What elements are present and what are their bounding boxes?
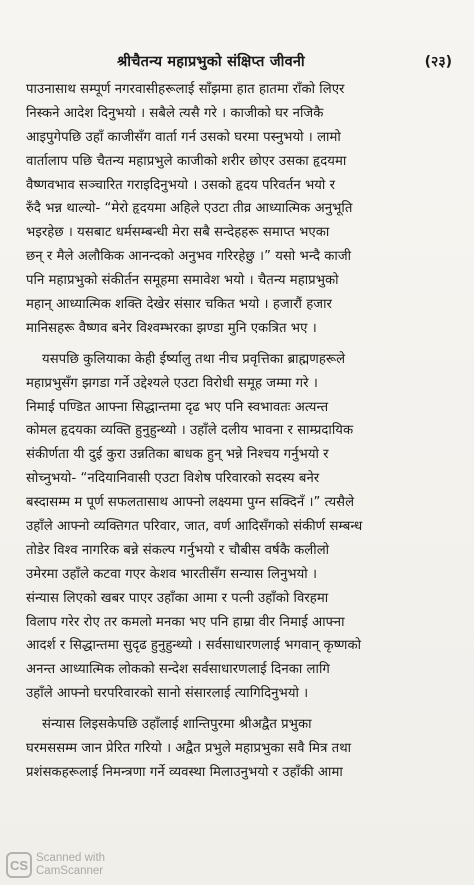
text-line: उमेरमा उहाँले कटवा गएर केशव भारतीसँग सन्यास लिनुभयो । [26,566,318,582]
watermark-line: CamScanner [36,865,104,877]
text-line: विलाप गरेर रोए तर कमलो मनका भए पनि हाम्रा वीर निमाई आफ्ना [26,614,345,630]
paragraph [26,348,452,706]
paragraph [26,78,452,341]
text-line: संन्यास लिइसकेपछि उहाँलाई शान्तिपुरमा श्रीअद्वैत प्रभुका [42,717,312,733]
text-line: सोच्नुभयो- “नदियानिवासी एउटा विशेष परिवारको सदस्य बनेर [26,471,320,487]
text-line: प्रशंसकहरूलाई निमन्त्रणा गर्ने व्यवस्था मिलाउनुभयो र उहाँकी आमा [26,764,343,780]
text-line: बस्दासम्म म पूर्ण सफलतासाथ आफ्नो लक्ष्यमा पुग्न सक्दिनँ ।” त्यसैले [26,495,355,511]
page-header [22,50,452,72]
text-line: भइरहेछ । यसबाट धर्मसम्बन्धी मेरा सबै सन्देहहरू समाप्त भएका [26,225,330,241]
text-line: कोमल हृदयका व्यक्ति हुनुहुन्थ्यो । उहाँले दलीय भावना र साम्प्रदायिक [26,423,354,439]
text-line: वार्तालाप पछि चैतन्य महाप्रभुले काजीको शरीर छोएर उसका हृदयमा [26,153,347,169]
text-line: उहाँले आफ्नो व्यक्तिगत परिवार, जात, वर्ण आदिसँगको संकीर्ण सम्बन्ध [26,519,363,535]
scanner-watermark [6,852,105,878]
text-line: पनि महाप्रभुको संकीर्तन समूहमा समावेश भयो । चैतन्य महाप्रभुको [26,273,339,289]
text-line: घरमससम्म जान प्रेरित गरियो । अद्वैत प्रभुले महाप्रभुका सवै मित्र तथा [26,741,352,757]
camscanner-logo-icon: CS [6,852,32,878]
text-line: वैष्णवभाव सञ्चारित गराइदिनुभयो । उसको हृदय परिवर्तन भयो र [26,177,336,193]
text-line: मानिसहरू वैष्णव बनेर विश्वम्भरका झण्डा मुनि एकत्रित भए । [26,320,317,336]
watermark-line: Scanned with [36,852,106,864]
body-text [26,78,452,785]
text-line: संन्यास लिएको खबर पाएर उहाँका आमा र पत्नी उहाँको विरहमा [26,590,329,606]
text-line: महाप्रभुसँग झगडा गर्ने उद्देश्यले एउटा विरोधी समूह जम्मा गरे । [26,375,318,391]
text-line: अनन्त आध्यात्मिक लोकको सन्देश सर्वसाधारणलाई दिनका लागि [26,662,330,678]
text-line: आइपुगेपछि उहाँ काजीसँग वार्ता गर्न उसको घरमा पस्नुभयो । लामो [26,129,341,145]
text-line: छन् र मैले अलौकिक आनन्दको अनुभव गरिरहेछु ।” यसो भन्दै काजी [26,249,352,265]
watermark-text [36,852,105,878]
text-line: संकीर्णता यी दुई कुरा उन्नतिका बाधक हुन् भन्ने निश्चय गर्नुभयो र [26,447,329,463]
chapter-title: श्रीचैतन्य महाप्रभुको संक्षिप्त जीवनी [117,54,305,70]
text-line: निस्कने आदेश दिनुभयो । सबैले त्यसै गरे । काजीको घर नजिकै [26,105,324,121]
text-line: यसपछि कुलियाका केही ईर्ष्यालु तथा नीच प्रवृत्तिका ब्राह्मणहरूले [42,351,346,367]
text-line: रुँदै भन्न थाल्यो- “मेरो हृदयमा अहिले एउटा तीव्र आध्यात्मिक अनुभूति [26,201,353,217]
text-line: निमाई पण्डित आफ्ना सिद्धान्तमा दृढ भए पनि स्वभावतः अत्यन्त [26,399,329,415]
text-line: तोडेर विश्व नागरिक बन्ने संकल्प गर्नुभयो र चौबीस वर्षकै कलीलो [26,542,330,558]
paragraph [26,713,452,785]
text-line: उहाँले आफ्नो घरपरिवारको सानो संसारलाई त्यागिदिनुभयो । [26,686,309,702]
page-number: (२३) [424,53,452,70]
text-line: महान् आध्यात्मिक शक्ति देखेर संसार चकित भयो । हजारौं हजार [26,297,333,313]
text-line: पाउनासाथ सम्पूर्ण नगरवासीहरूलाई साँझमा हात हातमा राँको लिएर [26,82,345,97]
text-line: आदर्श र सिद्धान्तमा सुदृढ हुनुहुन्थ्यो । सर्वसाधारणलाई भगवान् कृष्णको [26,638,362,654]
